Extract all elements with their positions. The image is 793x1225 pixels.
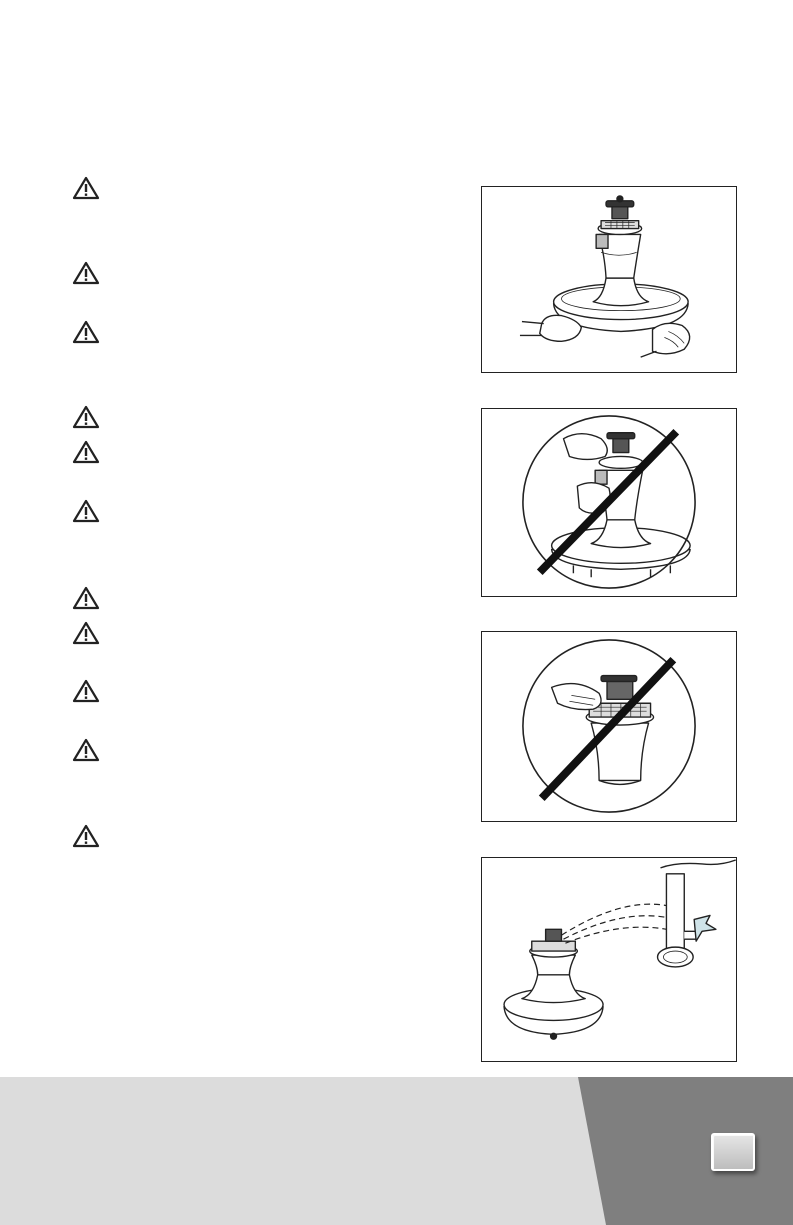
- page-footer: [0, 1077, 793, 1225]
- warning-icon-10: [72, 738, 100, 762]
- warning-icon-6: [72, 499, 100, 523]
- footer-page-tab: [578, 1077, 793, 1225]
- prohibited-nozzle-illustration: [482, 632, 736, 821]
- warning-icon-5: [72, 440, 100, 464]
- warning-icon-3: [72, 320, 100, 344]
- figure-no-lift-by-head: [481, 408, 737, 597]
- warning-icon-1: [72, 176, 100, 200]
- warning-icon-2: [72, 261, 100, 285]
- warning-icon-7: [72, 586, 100, 610]
- figure-no-touch-nozzle: [481, 631, 737, 822]
- blank-key-icon: [711, 1133, 755, 1171]
- prohibited-lift-illustration: [482, 409, 736, 596]
- warning-icon-8: [72, 621, 100, 645]
- figure-carry-by-base: [481, 186, 737, 373]
- sprinkler-carried-illustration: [482, 187, 736, 372]
- warning-icon-11: [72, 824, 100, 848]
- figure-spray-toward-tap: [481, 857, 737, 1062]
- warning-icon-9: [72, 679, 100, 703]
- warning-icon-4: [72, 405, 100, 429]
- sprinkler-spray-illustration: [482, 858, 736, 1061]
